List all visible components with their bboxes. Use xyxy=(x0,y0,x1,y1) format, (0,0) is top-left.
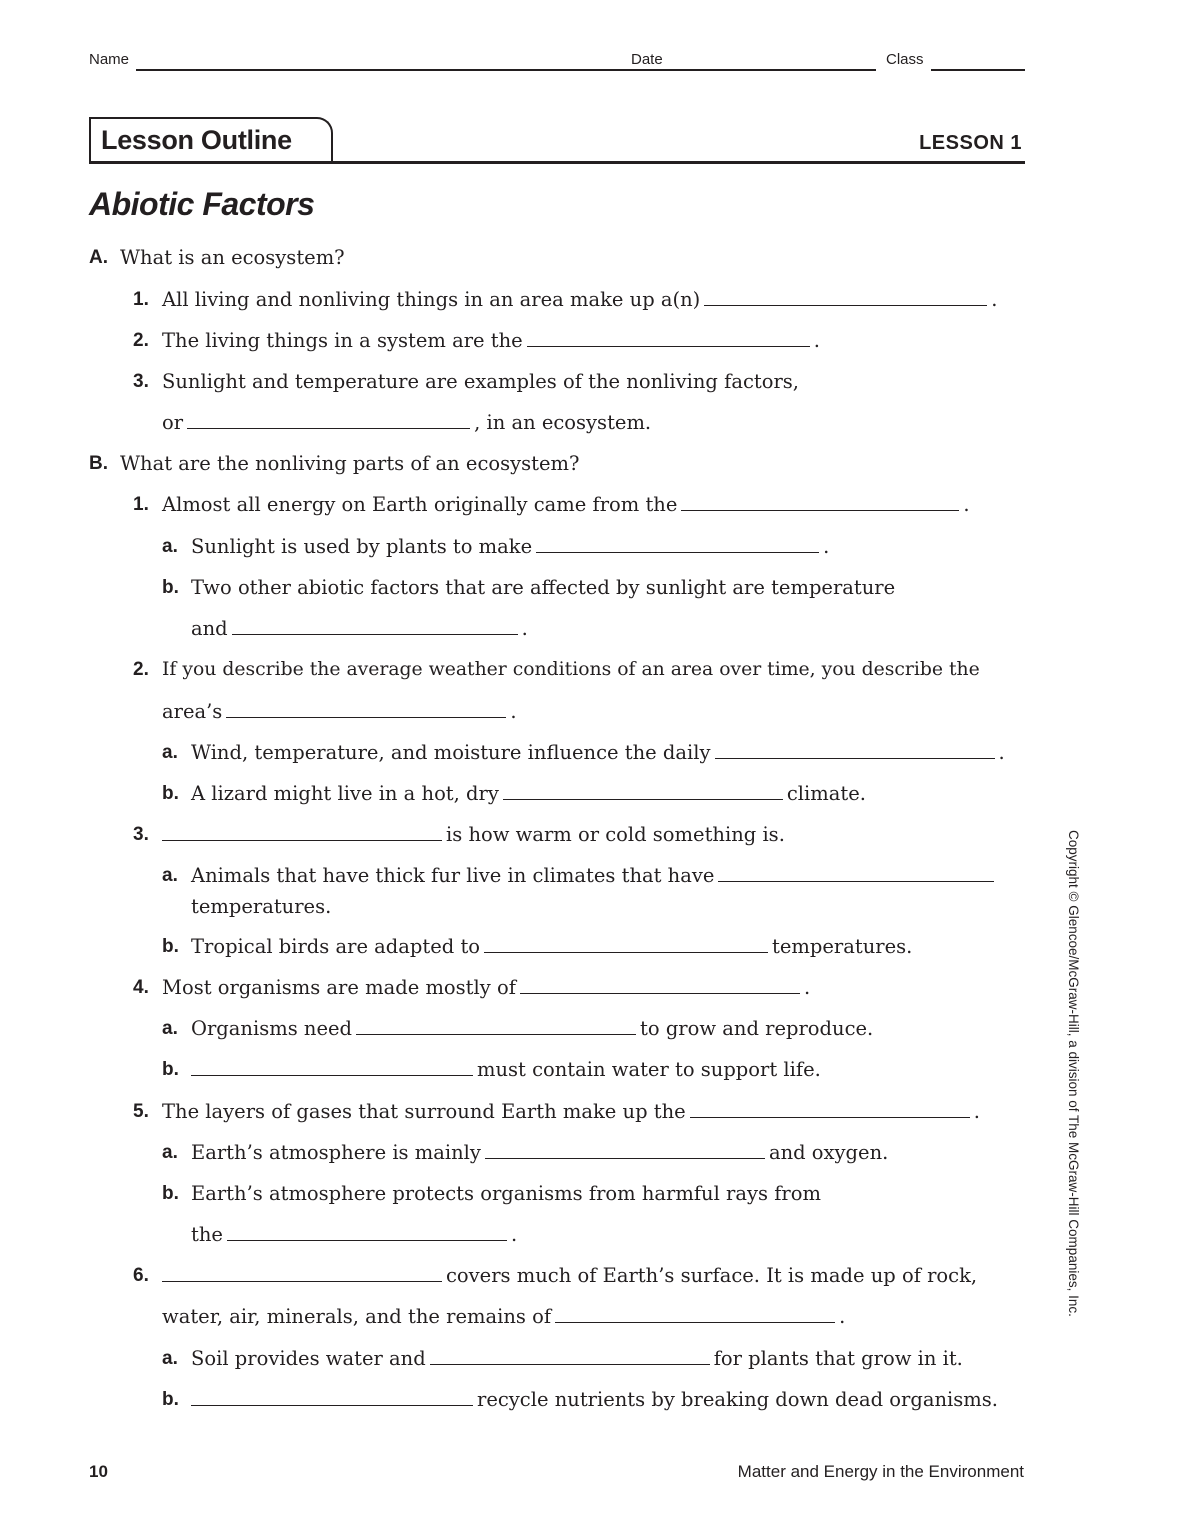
date-field[interactable] xyxy=(673,69,876,71)
lesson-outline-label: Lesson Outline xyxy=(101,125,292,155)
item-text: All living and nonliving things in an area make up a(n) xyxy=(162,288,701,311)
answer-blank[interactable] xyxy=(187,411,470,429)
answer-blank[interactable] xyxy=(555,1305,835,1323)
item-b3a-line2: temperatures. xyxy=(191,895,332,918)
answer-blank[interactable] xyxy=(227,1223,507,1241)
unit-title: Matter and Energy in the Environment xyxy=(737,1462,1024,1481)
item-text: area’s xyxy=(162,700,223,723)
class-label: Class xyxy=(886,51,924,68)
item-text: The living things in a system are the xyxy=(162,329,523,352)
answer-blank[interactable] xyxy=(485,1141,765,1159)
section-text: What are the nonliving parts of an ecosystem? xyxy=(120,452,580,475)
item-text: the xyxy=(191,1223,223,1246)
item-marker: 3. xyxy=(133,371,149,392)
item-text-after: . xyxy=(510,1223,518,1246)
item-text: Tropical birds are adapted to xyxy=(191,935,481,958)
item-marker: 2. xyxy=(133,330,149,351)
item-text-after: for plants that grow in it. xyxy=(713,1347,963,1370)
item-text: Most organisms are made mostly of xyxy=(162,976,516,999)
answer-blank[interactable] xyxy=(704,288,987,306)
item-b1b-line2 xyxy=(191,617,528,641)
item-text: Almost all energy on Earth originally came from the xyxy=(162,493,678,516)
section-marker: B. xyxy=(89,453,108,474)
item-marker: a. xyxy=(162,1348,178,1369)
item-text-after: covers much of Earth’s surface. It is made up of rock, xyxy=(446,1264,978,1287)
answer-blank[interactable] xyxy=(162,1264,442,1282)
section-text: What is an ecosystem? xyxy=(120,246,345,269)
item-text: water, air, minerals, and the remains of xyxy=(162,1305,552,1328)
item-text-after: to grow and reproduce. xyxy=(640,1017,874,1040)
answer-blank[interactable] xyxy=(715,741,995,759)
item-text: and xyxy=(191,617,228,640)
item-text-after: . xyxy=(839,1305,846,1328)
answer-blank[interactable] xyxy=(191,1058,473,1076)
item-marker: b. xyxy=(162,577,179,598)
item-text: Soil provides water and xyxy=(191,1347,426,1370)
item-text-after: climate. xyxy=(786,782,866,805)
class-field[interactable] xyxy=(931,69,1025,71)
item-text: If you describe the average weather conditions of an area over time, you describe the xyxy=(162,659,980,680)
item-marker: 1. xyxy=(133,289,149,310)
item-text: Sunlight and temperature are examples of the nonliving factors, xyxy=(162,370,799,393)
item-marker: 1. xyxy=(133,494,149,515)
name-field[interactable] xyxy=(136,69,711,71)
item-text-after: . xyxy=(963,493,970,516)
item-marker: a. xyxy=(162,865,178,886)
answer-blank[interactable] xyxy=(520,976,800,994)
item-marker: a. xyxy=(162,1142,178,1163)
answer-blank[interactable] xyxy=(356,1017,636,1035)
name-label: Name xyxy=(89,51,130,68)
item-marker: 3. xyxy=(133,824,149,845)
date-label: Date xyxy=(631,51,663,68)
item-text-after: temperatures. xyxy=(772,935,913,958)
item-b6-line2 xyxy=(162,1305,845,1329)
answer-blank[interactable] xyxy=(232,617,518,635)
student-info-header xyxy=(89,50,1025,76)
item-text-after: . xyxy=(823,535,830,558)
item-text-after: . xyxy=(998,741,1005,764)
item-text: or xyxy=(162,411,184,434)
copyright-text: Copyright © Glencoe/McGraw-Hill, a division of The McGraw-Hill Companies, Inc. xyxy=(1066,830,1081,1317)
section-marker: A. xyxy=(89,247,108,268)
item-text: Sunlight is used by plants to make xyxy=(191,535,533,558)
item-marker: b. xyxy=(162,783,179,804)
answer-blank[interactable] xyxy=(718,864,994,882)
item-text-after: , in an ecosystem. xyxy=(474,411,652,434)
item-text-after: . xyxy=(521,617,528,640)
page-title: Abiotic Factors xyxy=(89,186,315,222)
item-text-after: . xyxy=(991,288,998,311)
lesson-number: LESSON 1 xyxy=(919,132,1022,154)
answer-blank[interactable] xyxy=(226,700,506,718)
item-text: Earth’s atmosphere protects organisms from harmful rays from xyxy=(191,1182,821,1205)
answer-blank[interactable] xyxy=(503,782,783,800)
item-marker: b. xyxy=(162,1183,179,1204)
item-marker: a. xyxy=(162,742,178,763)
item-text-after: and oxygen. xyxy=(768,1141,889,1164)
item-marker: 6. xyxy=(133,1265,149,1286)
item-b5b-line2 xyxy=(191,1223,517,1247)
answer-blank[interactable] xyxy=(484,935,768,953)
item-b2-line2 xyxy=(162,700,517,724)
item-marker: b. xyxy=(162,1059,179,1080)
answer-blank[interactable] xyxy=(536,535,819,553)
item-text-after: . xyxy=(973,1100,980,1123)
answer-blank[interactable] xyxy=(527,329,810,347)
answer-blank[interactable] xyxy=(681,493,959,511)
item-text-after: . xyxy=(813,329,820,352)
answer-blank[interactable] xyxy=(430,1347,710,1365)
item-text: Organisms need xyxy=(191,1017,353,1040)
item-text-after: . xyxy=(803,976,811,999)
item-text: Two other abiotic factors that are affected by sunlight are temperature xyxy=(191,576,896,599)
item-text-after: recycle nutrients by breaking down dead organisms. xyxy=(477,1388,998,1411)
item-text-after: . xyxy=(510,700,517,723)
header-rule xyxy=(89,161,1025,164)
answer-blank[interactable] xyxy=(191,1388,473,1406)
answer-blank[interactable] xyxy=(690,1100,970,1118)
item-text: Animals that have thick fur live in climates that have xyxy=(191,864,715,887)
item-a3-line2 xyxy=(162,411,651,435)
page-number: 10 xyxy=(89,1462,108,1481)
item-text: The layers of gases that surround Earth make up the xyxy=(162,1100,686,1123)
item-text: A lizard might live in a hot, dry xyxy=(191,782,499,805)
item-marker: b. xyxy=(162,936,179,957)
item-marker: 5. xyxy=(133,1101,149,1122)
item-text: Earth’s atmosphere is mainly xyxy=(191,1141,481,1164)
item-marker: a. xyxy=(162,536,178,557)
item-text-after: is how warm or cold something is. xyxy=(446,823,785,846)
item-marker: b. xyxy=(162,1389,179,1410)
lesson-outline-tab xyxy=(89,117,333,163)
answer-blank[interactable] xyxy=(162,823,442,841)
item-marker: 2. xyxy=(133,659,149,680)
item-text: Wind, temperature, and moisture influence the daily xyxy=(191,741,711,764)
item-marker: 4. xyxy=(133,977,149,998)
copyright-notice xyxy=(1065,830,1083,1317)
item-text-after: must contain water to support life. xyxy=(477,1058,821,1081)
item-marker: a. xyxy=(162,1018,178,1039)
